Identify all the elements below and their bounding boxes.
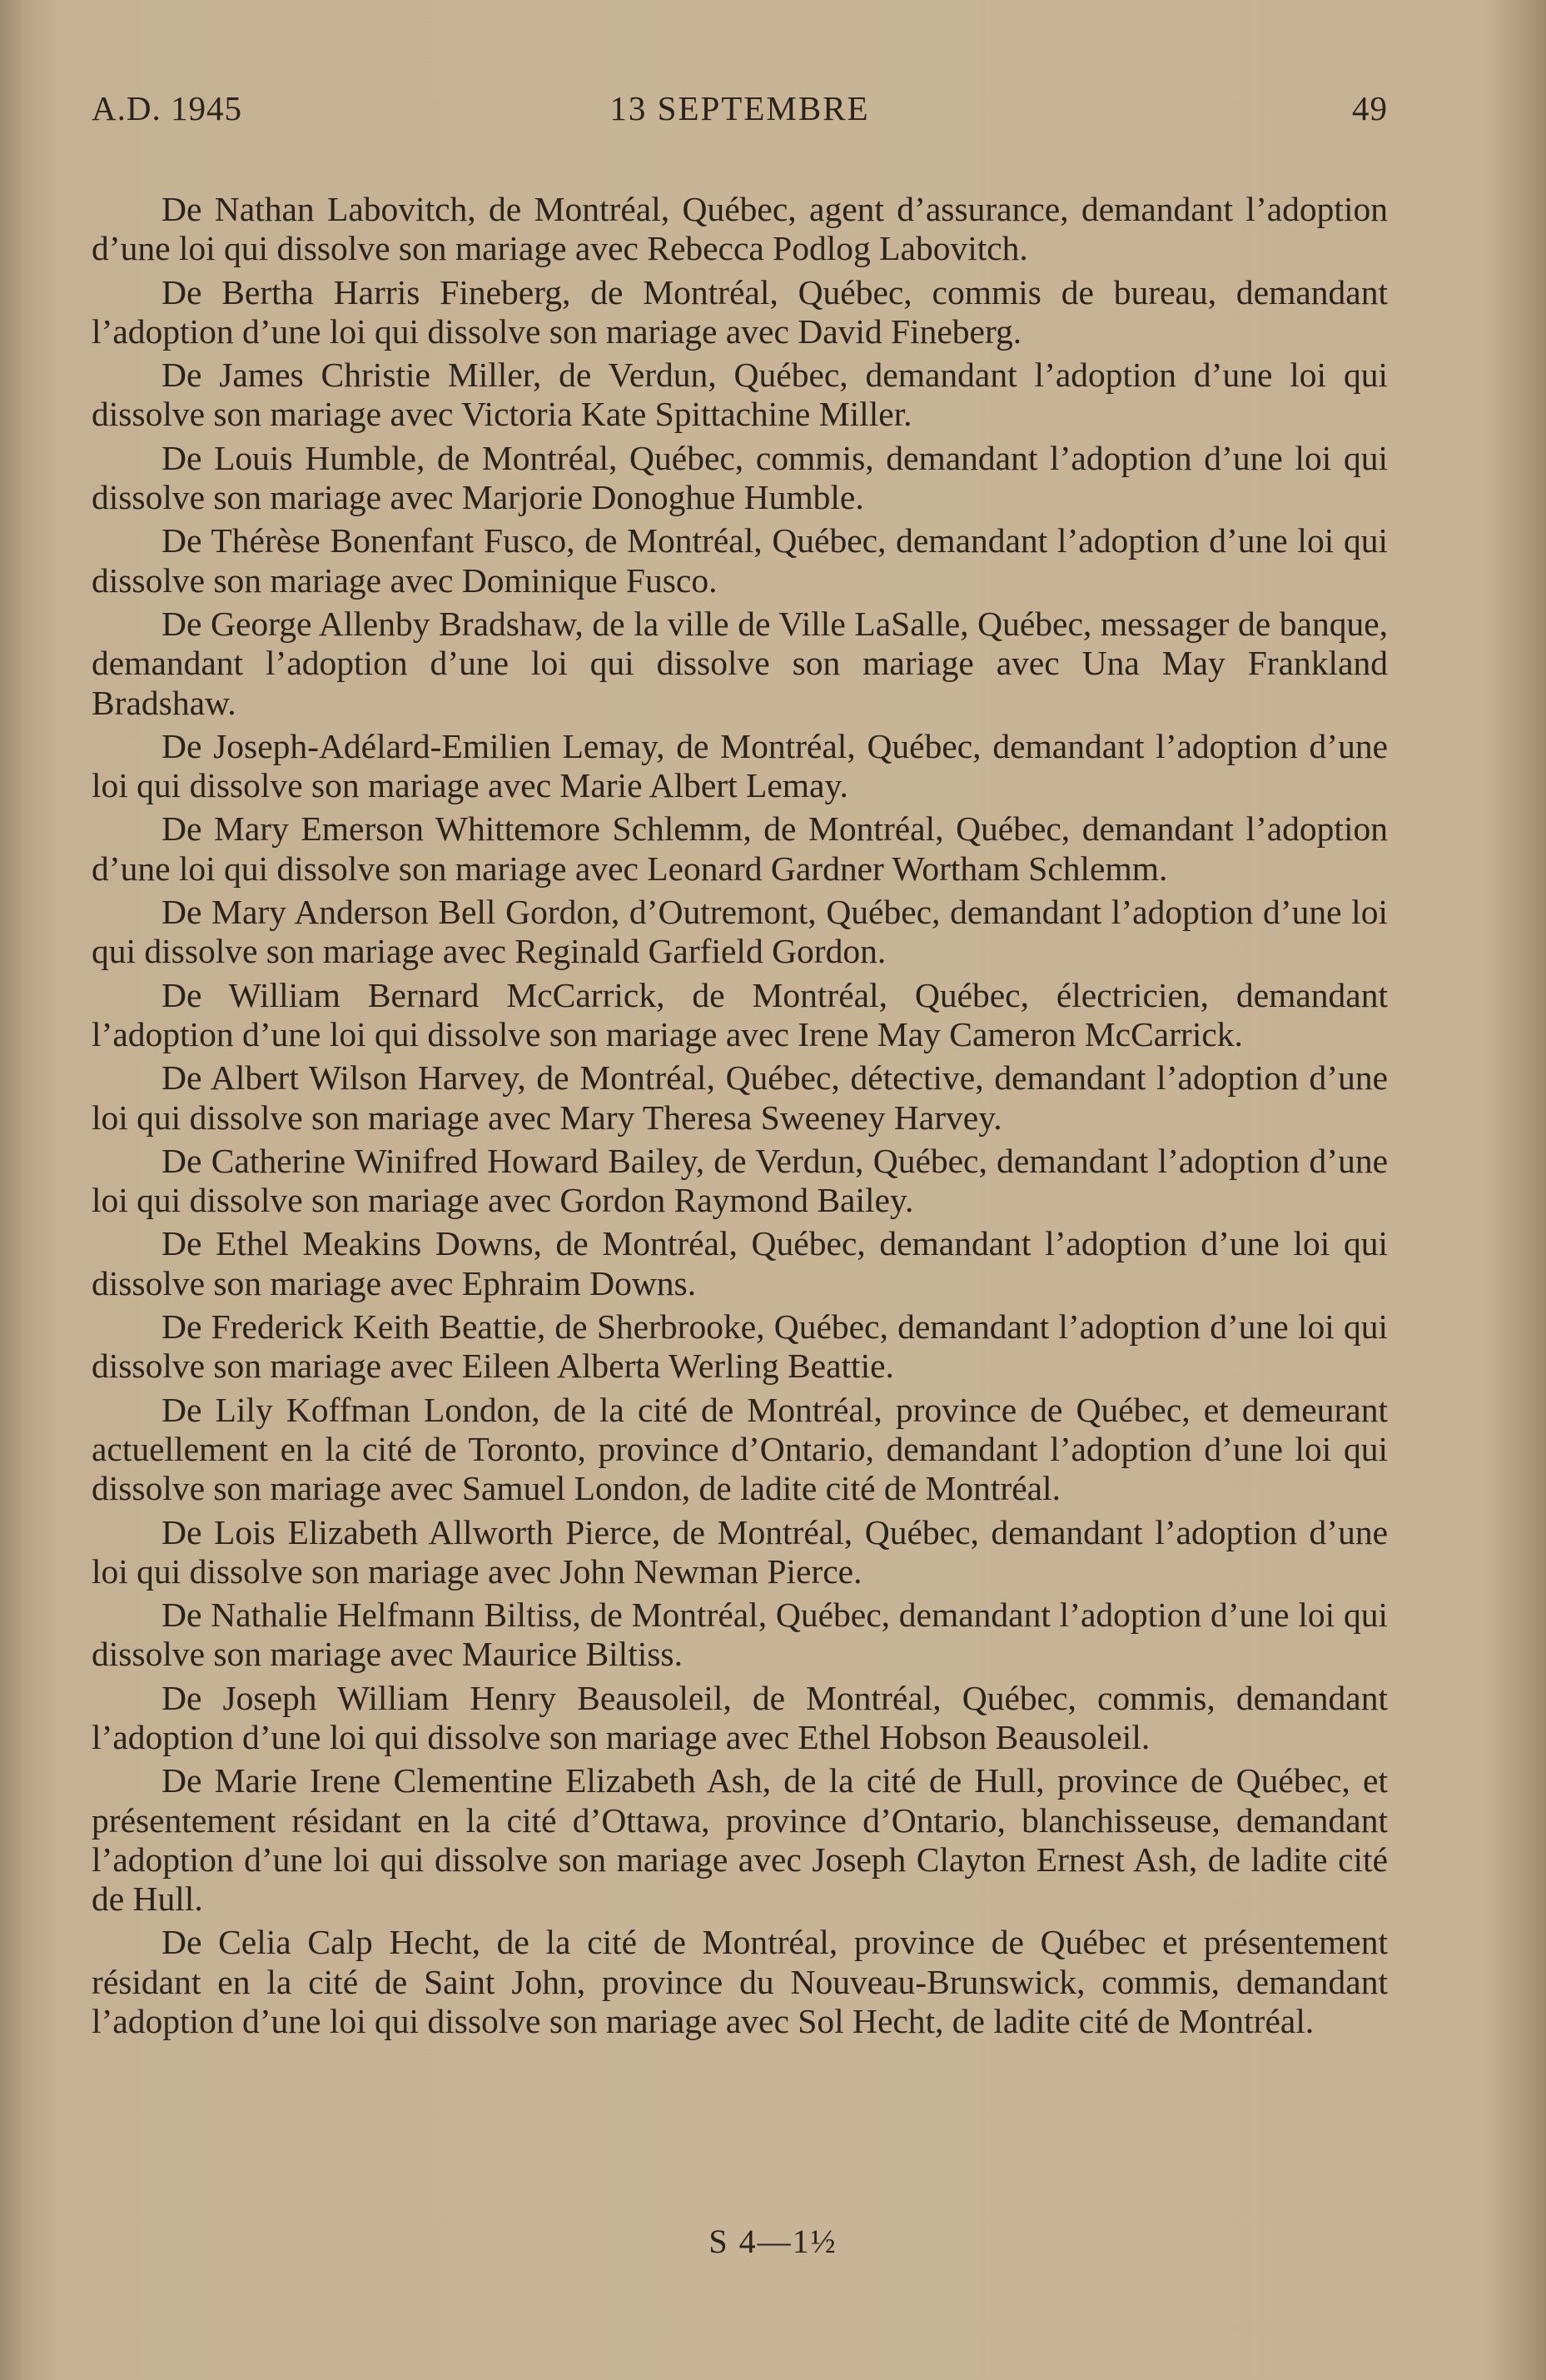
page-number: 49 <box>1352 89 1388 127</box>
petition-entry: De Mary Emerson Whittemore Schlemm, de Montréal, Québec, demandant l’adoption d’une loi qui dissolve son mariage avec Leonard Gardner Wortham Schlemm. <box>92 809 1388 888</box>
petition-entry: De Lois Elizabeth Allworth Pierce, de Montréal, Québec, demandant l’adoption d’une loi qui dissolve son mariage avec John Newman Pierce. <box>92 1512 1388 1591</box>
signature-mark: S 4—1½ <box>708 2223 838 2260</box>
petition-entry: De Ethel Meakins Downs, de Montréal, Québec, demandant l’adoption d’une loi qui dissolve son mariage avec Ephraim Downs. <box>92 1224 1388 1302</box>
petition-entry: De Albert Wilson Harvey, de Montréal, Québec, détective, demandant l’adoption d’une loi qui dissolve son mariage avec Mary Theresa Sweeney Harvey. <box>92 1058 1388 1137</box>
petition-entry: De Louis Humble, de Montréal, Québec, commis, demandant l’adoption d’une loi qui dissolve son mariage avec Marjorie Donoghue Humble. <box>92 438 1388 517</box>
petition-entry: De Nathalie Helfmann Biltiss, de Montréal, Québec, demandant l’adoption d’une loi qui dissolve son mariage avec Maurice Biltiss. <box>92 1596 1388 1674</box>
page-header <box>92 83 1388 133</box>
petition-entry: De Catherine Winifred Howard Bailey, de Verdun, Québec, demandant l’adoption d’une loi qui dissolve son mariage avec Gordon Raymond Bailey. <box>92 1141 1388 1220</box>
petition-entry: De Marie Irene Clementine Elizabeth Ash, de la cité de Hull, province de Québec, et présentement résidant en la cité d’Ottawa, province d’Ontario, blanchisseuse, demandant l’adoption d’une loi qui dissolve son mariage avec Joseph Clayton Ernest Ash, de ladite cité de Hull. <box>92 1761 1388 1919</box>
petition-entry: De Joseph William Henry Beausoleil, de Montréal, Québec, commis, demandant l’adoption d’une loi qui dissolve son mariage avec Ethel Hobson Beausoleil. <box>92 1678 1388 1756</box>
petition-entry: De Bertha Harris Fineberg, de Montréal, Québec, commis de bureau, demandant l’adoption d’une loi qui dissolve son mariage avec David Fineberg. <box>92 272 1388 351</box>
petition-entry: De George Allenby Bradshaw, de la ville de Ville LaSalle, Québec, messager de banque, demandant l’adoption d’une loi qui dissolve son mariage avec Una May Frankland Bradshaw. <box>92 604 1388 722</box>
header-year: A.D. 1945 <box>92 89 242 127</box>
petition-entry: De Nathan Labovitch, de Montréal, Québec, agent d’assurance, demandant l’adoption d’une loi qui dissolve son mariage avec Rebecca Podlog Labovitch. <box>92 190 1388 268</box>
petition-entry: De Frederick Keith Beattie, de Sherbrooke, Québec, demandant l’adoption d’une loi qui dissolve son mariage avec Eileen Alberta Werling Beattie. <box>92 1307 1388 1386</box>
petition-entry: De Celia Calp Hecht, de la cité de Montréal, province de Québec et présentement résidant en la cité de Saint John, province du Nouveau-Brunswick, commis, demandant l’adoption d’une loi qui dissolve son mariage avec Sol Hecht, de ladite cité de Montréal. <box>92 1923 1388 2041</box>
petition-entry: De Joseph-Adélard-Emilien Lemay, de Montréal, Québec, demandant l’adoption d’une loi qui dissolve son mariage avec Marie Albert Lemay. <box>92 726 1388 805</box>
header-date: 13 SEPTEMBRE <box>609 89 870 127</box>
petition-list <box>92 190 1388 2045</box>
petition-entry: De Lily Koffman London, de la cité de Montréal, province de Québec, et demeurant actuellement en la cité de Toronto, province d’Ontario, demandant l’adoption d’une loi qui dissolve son mariage avec Samuel London, de ladite cité de Montréal. <box>92 1390 1388 1508</box>
petition-entry: De William Bernard McCarrick, de Montréal, Québec, électricien, demandant l’adoption d’une loi qui dissolve son mariage avec Irene May Cameron McCarrick. <box>92 975 1388 1053</box>
petition-entry: De Mary Anderson Bell Gordon, d’Outremont, Québec, demandant l’adoption d’une loi qui dissolve son mariage avec Reginald Garfield Gordon. <box>92 893 1388 971</box>
petition-entry: De Thérèse Bonenfant Fusco, de Montréal, Québec, demandant l’adoption d’une loi qui dissolve son mariage avec Dominique Fusco. <box>92 521 1388 600</box>
petition-entry: De James Christie Miller, de Verdun, Québec, demandant l’adoption d’une loi qui dissolve son mariage avec Victoria Kate Spittachine Miller. <box>92 356 1388 434</box>
